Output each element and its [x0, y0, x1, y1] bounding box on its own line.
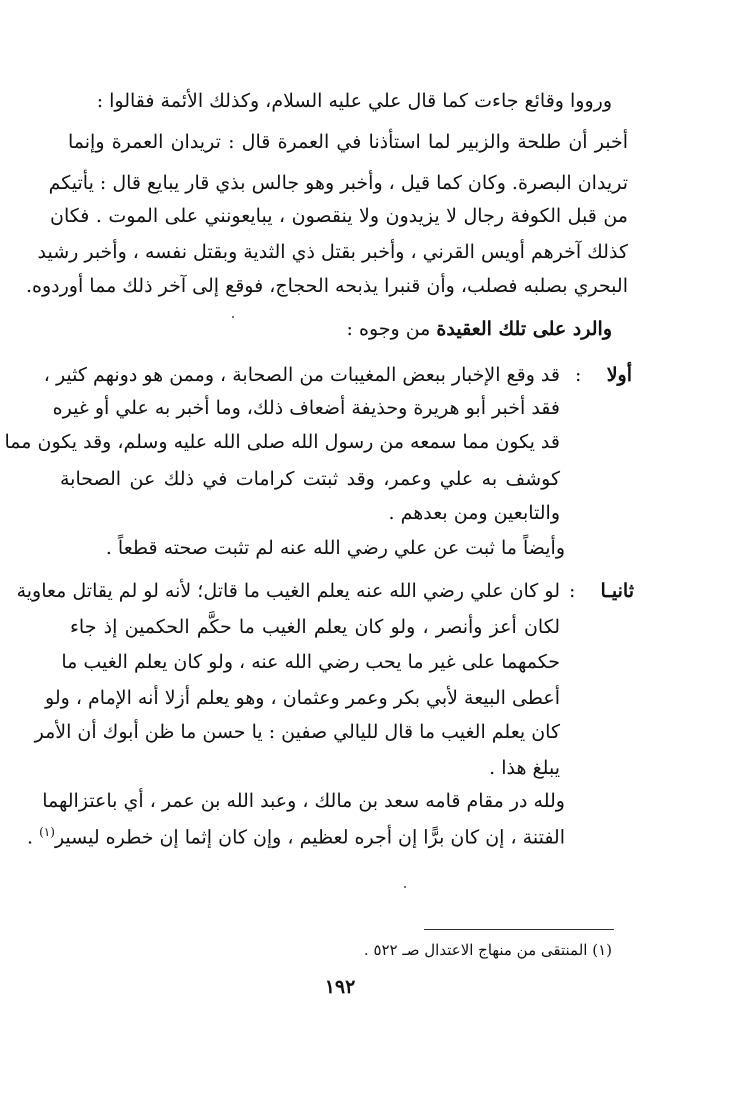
second-point-extra-line: ولله در مقام قامه سعد بن مالك ، وعبد الله بن عمر ، أي باعتزالهما — [42, 790, 565, 812]
second-point-line: كان يعلم الغيب ما قال لليالي صفين : يا حسن ما ظن أبوك أن الأمر — [34, 721, 560, 743]
second-point-line: حكمهما على غير ما يحب رضي الله عنه ، ولو كان يعلم الغيب ما — [61, 651, 560, 673]
first-point-line: قد وقع الإخبار ببعض المغيبات من الصحابة ، وممن هو دونهم كثير ، — [43, 364, 560, 386]
rebuttal-heading-rest: من وجوه : — [346, 318, 437, 340]
footnote-text: (١) المنتقى من منهاج الاعتدال صـ ٥٢٢ . — [363, 941, 612, 959]
end-mark: . — [27, 826, 40, 849]
first-point-line: قد يكون مما سمعه من رسول الله صلى الله عليه وسلم، وقد يكون مما — [4, 431, 560, 453]
intro-line: ورووا وقائع جاءت كما قال علي عليه السلام، وكذلك الأئمة فقالوا : — [96, 90, 612, 112]
footnote-separator — [424, 929, 614, 930]
second-point-line: أعطى البيعة لأبي بكر وعمر وعثمان ، وهو يعلم أزلا أنه الإمام ، ولو — [45, 687, 560, 709]
first-point-colon: : — [575, 364, 582, 386]
quote-line: تريدان البصرة. وكان كما قيل ، وأخبر وهو جالس بذي قار يبايع قال : يأتيكم — [48, 172, 628, 194]
first-point-extra: وأيضاً ما ثبت عن علي رضي الله عنه لم تثبت صحته قطعاً . — [105, 537, 565, 559]
second-point-extra-text: الفتنة ، إن كان برًّا إن أجره لعظيم ، وإن كان إثما إن خطره ليسير — [54, 826, 565, 849]
quote-line: البحري بصلبه فصلب، وأن قنبرا يذبحه الحجاج، فوقع إلى آخر ذلك مما أوردوه. — [26, 275, 628, 297]
rebuttal-heading — [300, 314, 612, 344]
stray-dot — [404, 886, 406, 888]
stray-dot — [232, 316, 234, 318]
first-point-label: أولا — [606, 364, 632, 386]
second-point-label: ثانيـا — [600, 580, 634, 602]
page-number: ١٩٢ — [324, 976, 356, 998]
quote-line: من قبل الكوفة رجال لا يزيدون ولا ينقصون ، يبايعونني على الموت . فكان — [50, 205, 628, 227]
second-point-extra-line — [27, 817, 565, 849]
footnote-ref: (١) — [39, 825, 55, 839]
second-point-line: يبلغ هذا . — [489, 757, 560, 779]
rebuttal-heading-bold: والرد على تلك العقيدة — [436, 318, 612, 340]
first-point-line: والتابعين ومن بعدهم . — [388, 502, 560, 524]
second-point-colon: : — [569, 580, 576, 602]
second-point-line: لو كان علي رضي الله عنه يعلم الغيب ما قاتل؛ لأنه لو لم يقاتل معاوية — [16, 580, 560, 602]
second-point-line: لكان أعز وأنصر ، ولو كان يعلم الغيب ما حكَّم الحكمين إذ جاء — [70, 616, 560, 638]
first-point-line: كوشف به علي وعمر، وقد ثبتت كرامات في ذلك عن الصحابة — [60, 468, 560, 490]
first-point-line: فقد أخبر أبو هريرة وحذيفة أضعاف ذلك، وما أخبر به علي أو غيره — [52, 397, 560, 419]
quote-line: أخبر أن طلحة والزبير لما استأذنا في العمرة قال : تريدان العمرة وإنما — [68, 131, 628, 153]
quote-line: كذلك آخرهم أويس القرني ، وأخبر بقتل ذي الثدية وبقتل نفسه ، وأخبر رشيد — [37, 241, 628, 263]
